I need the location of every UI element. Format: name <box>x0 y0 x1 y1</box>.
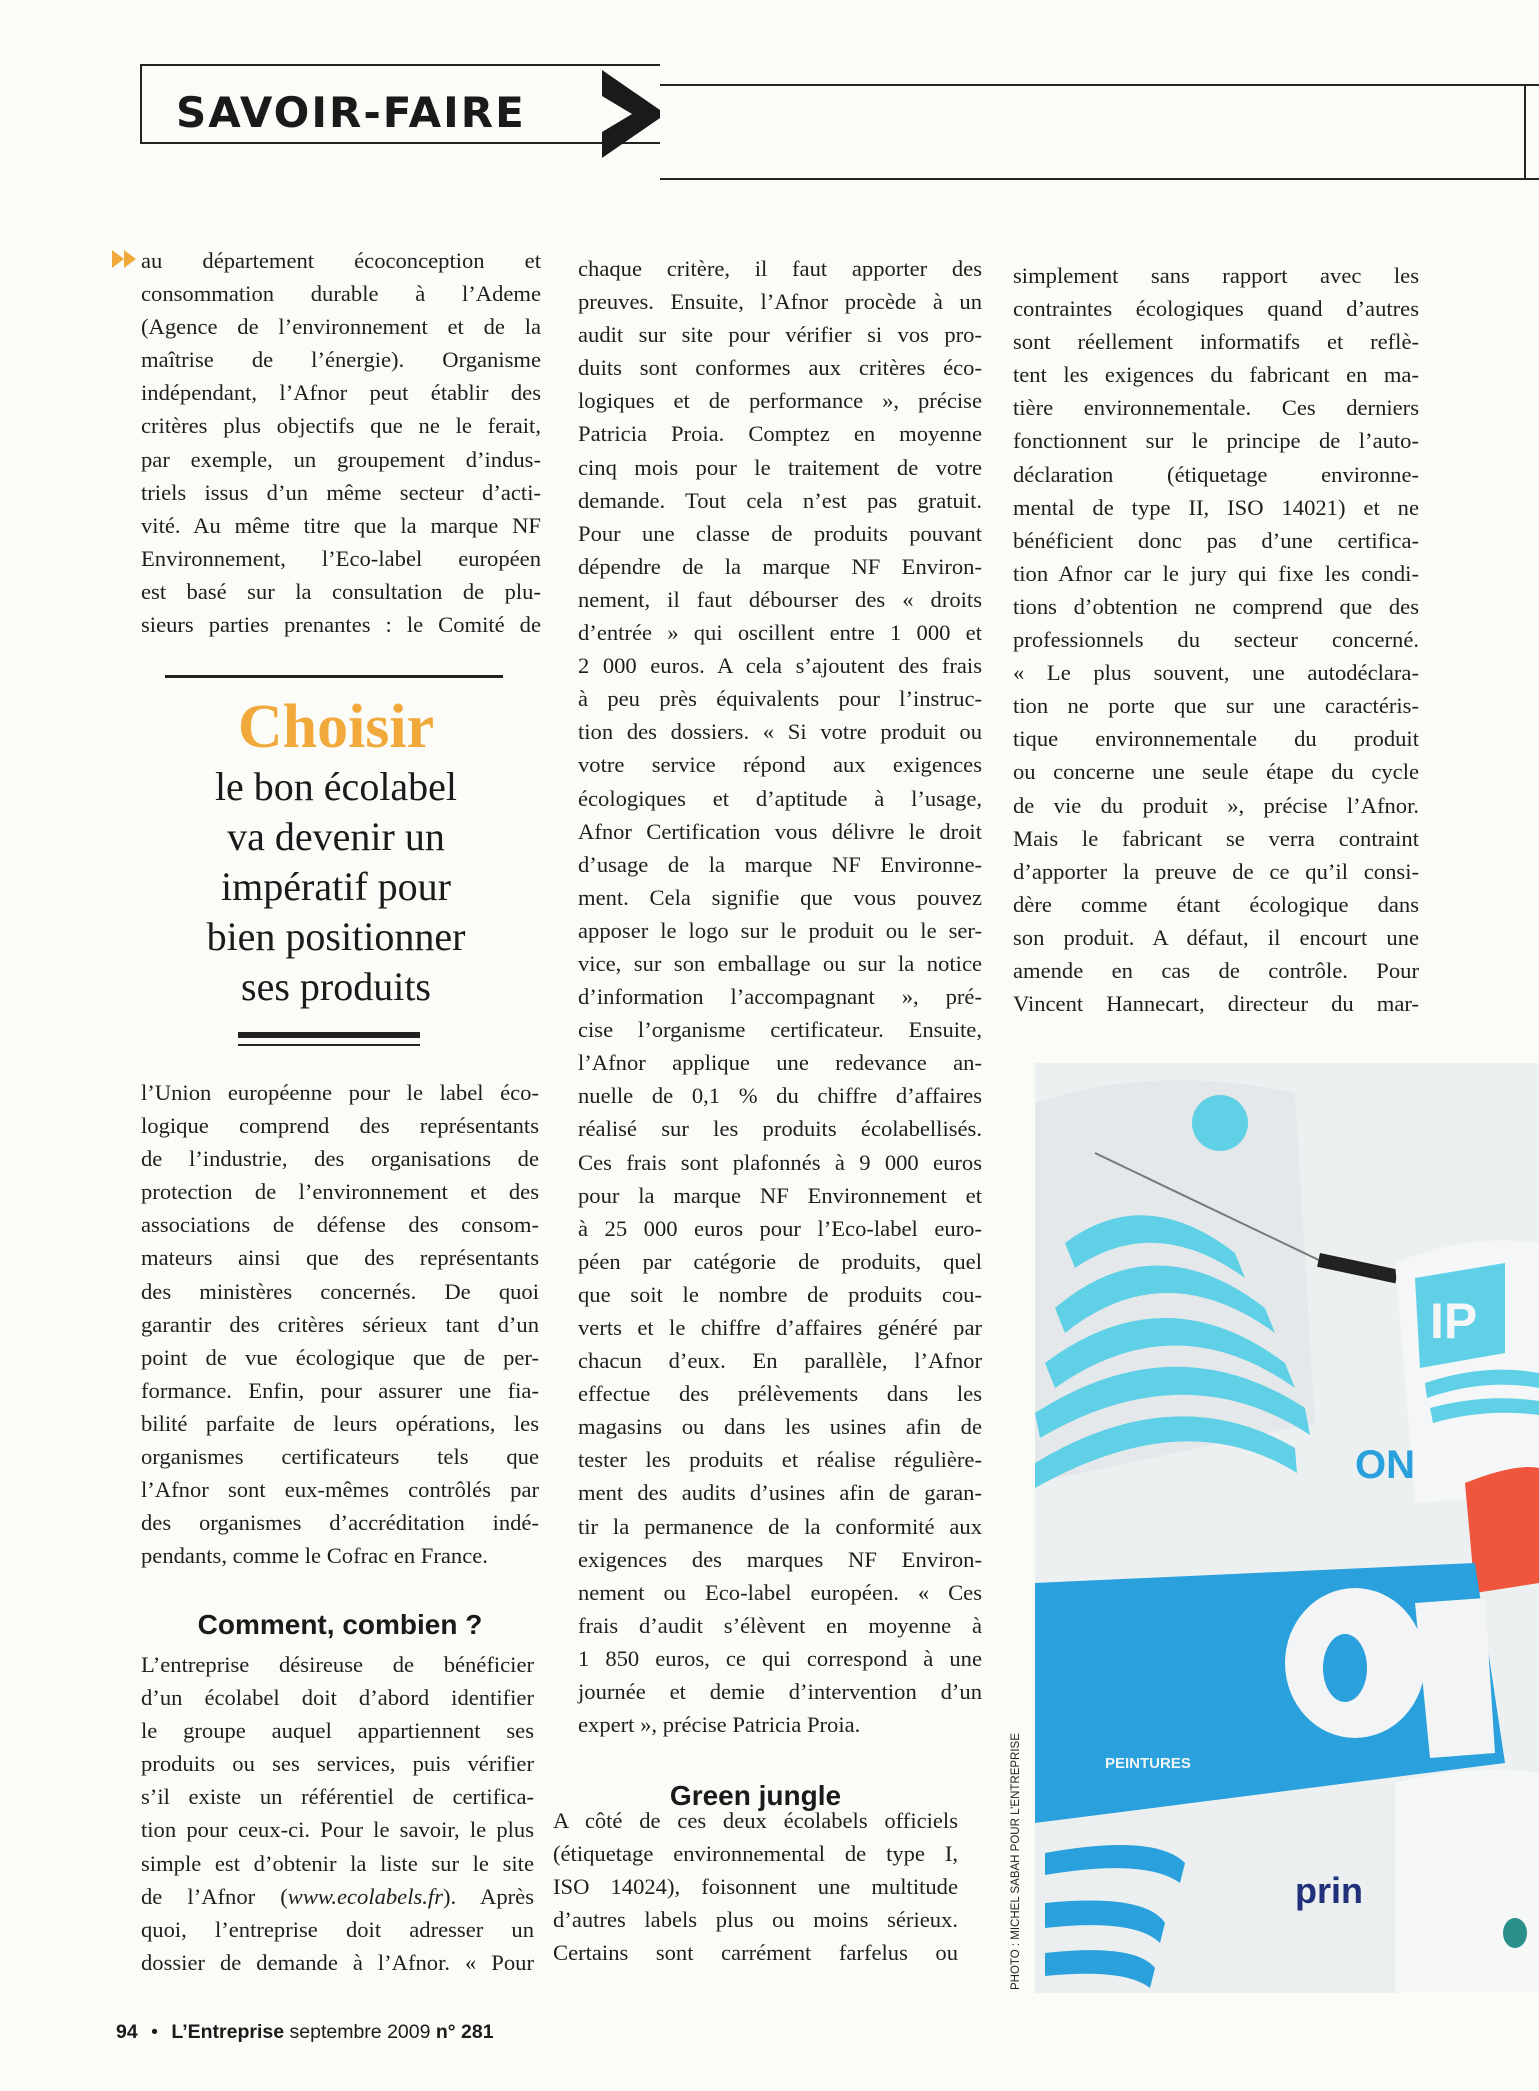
issue-date: septembre 2009 <box>289 2021 431 2043</box>
text-line: produits ou ses services, puis vérifier <box>141 1751 534 1777</box>
subhead-green-jungle: Green jungle <box>669 1780 842 1811</box>
text-line: à peu près équivalents pour l’instruc- <box>578 686 982 712</box>
text-line: critères plus objectifs que ne le ferait, <box>141 413 541 439</box>
text-line: sieurs parties prenantes : le Comité de <box>141 612 541 638</box>
text-line: logique comprend des représentants <box>141 1113 539 1139</box>
text-line: frais d’audit s’élèvent en moyenne à <box>578 1612 982 1638</box>
text-line: son produit. A défaut, il encourt une <box>1013 924 1419 950</box>
text-line: simple est d’obtenir la liste sur le site <box>141 1850 534 1876</box>
text-line: tion ne porte que sur une caractéris- <box>1013 693 1419 719</box>
text-line: d’un écolabel doit d’abord identifier <box>141 1685 534 1711</box>
text-line: verts et le chiffre d’affaires généré par <box>578 1315 982 1340</box>
pull-quote-bottom-thin-rule <box>238 1044 420 1046</box>
text-line: magasins ou dans les usines afin de <box>578 1414 982 1440</box>
rubric-right-rule <box>1524 84 1526 179</box>
text-line: votre service répond aux exigences <box>578 752 982 778</box>
text-line: mental de type II, ISO 14021) et ne <box>1013 494 1419 520</box>
column2-text <box>578 252 982 1741</box>
text-line: tir la permanence de la conformité aux <box>578 1513 982 1539</box>
text-line: le groupe auquel appartiennent ses <box>141 1718 534 1744</box>
text-line: s’il existe un référentiel de certifica- <box>141 1784 534 1810</box>
text-line: nement, il faut débourser des « droits <box>578 586 982 612</box>
text-line: bénéficient donc pas d’une certifica- <box>1013 527 1419 553</box>
text-line: exigences des marques NF Environ- <box>578 1546 982 1572</box>
text-line: Afnor Certification vous délivre le droit <box>578 818 982 844</box>
pull-quote-bottom-rule <box>238 1032 420 1038</box>
text-line: pour la marque NF Environnement et <box>578 1182 982 1208</box>
photo-credit: PHOTO : MICHEL SABAH POUR L’ENTREPRISE <box>1010 1733 1022 1990</box>
text-line: d’apporter la preuve de ce qu’il consi- <box>1013 858 1419 884</box>
column1-top-text <box>141 244 541 641</box>
text-line: point de vue écologique que de per- <box>141 1344 539 1370</box>
text-line: tester les produits et réalise régulière- <box>578 1447 982 1473</box>
text-line: organismes certificateurs tels que <box>141 1444 539 1470</box>
can-dot <box>1192 1095 1248 1151</box>
text-line: l’Afnor sont eux-mêmes contrôlés par <box>141 1477 539 1503</box>
pull-quote-line: impératif pour <box>221 864 451 909</box>
text-line: d’information l’accompagnant », pré- <box>578 984 982 1010</box>
text-line: chaque critère, il faut apporter des <box>578 256 982 281</box>
text-line: tion Afnor car le jury qui fixe les condi- <box>1013 560 1419 586</box>
text-line: sont réellement informatifs et reflè- <box>1013 329 1419 355</box>
text-line: tière environnementale. Ces derniers <box>1013 395 1419 421</box>
text-line: bilité parfaite de leurs opérations, les <box>141 1410 539 1436</box>
issue-number: 281 <box>461 2021 494 2043</box>
text-line: 2 000 euros. A cela s’ajoutent des frais <box>578 653 982 679</box>
issue-prefix: n° <box>435 2021 456 2043</box>
pull-quote-line: va devenir un <box>227 814 445 859</box>
text-line: des ministères concernés. De quoi <box>141 1278 539 1304</box>
text-line: audit sur site pour vérifier si vos pro- <box>578 322 982 348</box>
can-brand-prin: prin <box>1295 1870 1363 1911</box>
pull-quote-top-rule <box>165 675 503 678</box>
can-brand-ip: IP <box>1430 1293 1478 1349</box>
text-line: dère comme étant écologique dans <box>1013 891 1419 917</box>
rubric-top-rule <box>660 84 1539 86</box>
pull-quote-line: le bon écolabel <box>214 764 458 809</box>
can-brand-on-small: ON <box>1355 1443 1415 1487</box>
text-line: ment des audits d’usines afin de garan- <box>578 1480 982 1506</box>
page-number: 94 <box>116 2021 138 2043</box>
text-line: demande. Tout cela n’est pas gratuit. <box>578 487 982 513</box>
text-line: tion des dossiers. « Si votre produit ou <box>578 719 982 745</box>
page-footer <box>116 2021 494 2044</box>
text-line: garantir des critères sérieux tant d’un <box>141 1311 539 1337</box>
text-line: péen par catégorie de produits, quel <box>578 1248 982 1274</box>
text-line: quoi, l’entreprise doit adresser un <box>141 1916 534 1942</box>
text-line: tique environnementale du produit <box>1013 726 1419 752</box>
footer-bullet: • <box>151 2021 158 2043</box>
text-line: professionnels du secteur concerné. <box>1013 627 1419 653</box>
text-line: logiques et de performance », précise <box>578 388 982 414</box>
text-line: chacun d’eux. En parallèle, l’Afnor <box>578 1348 982 1374</box>
text-line: journée et demie d’intervention d’un <box>578 1679 982 1705</box>
text-line: contraintes écologiques quand d’autres <box>1013 296 1419 322</box>
text-line: ment. Cela signifie que vous pouvez <box>578 884 982 910</box>
text-line: de vie du produit », précise l’Afnor. <box>1013 792 1419 818</box>
text-line: associations de défense des consom- <box>141 1212 539 1238</box>
pull-quote-line: ses produits <box>241 964 431 1009</box>
text-line: dossier de demande à l’Afnor. « Pour <box>141 1949 534 1975</box>
text-line: tions d’obtention ne comprend que des <box>1013 593 1419 619</box>
can-label-peintures: PEINTURES <box>1105 1755 1191 1772</box>
text-line: 1 850 euros, ce qui correspond à une <box>578 1645 982 1671</box>
text-line: Patricia Proia. Comptez en moyenne <box>578 421 982 447</box>
text-line: vité. Au même titre que la marque NF <box>141 512 541 538</box>
text-line: Vincent Hannecart, directeur du mar- <box>1013 991 1419 1017</box>
link-suffix: ). Après <box>443 1883 534 1909</box>
text-line: Pour une classe de produits pouvant <box>578 520 982 546</box>
text-line: maîtrise de l’énergie). Organisme <box>141 347 541 373</box>
text-line: que soit le nombre de produits cou- <box>578 1281 982 1307</box>
text-line: au département écoconception et <box>141 248 541 273</box>
text-line: preuves. Ensuite, l’Afnor procède à un <box>578 289 982 315</box>
text-line: L’entreprise désireuse de bénéficier <box>141 1652 534 1677</box>
text-line: d’usage de la marque NF Environne- <box>578 851 982 877</box>
text-line: triels issus d’un même secteur d’acti- <box>141 479 541 505</box>
text-line-with-link <box>141 1880 534 1913</box>
text-line: à 25 000 euros pour l’Eco-label euro- <box>578 1215 982 1241</box>
text-line: apposer le logo sur le produit ou le ser- <box>578 917 982 943</box>
column3-text <box>1013 259 1419 1020</box>
text-line: est basé sur la consultation de plu- <box>141 578 541 604</box>
text-line: indépendant, l’Afnor peut établir des <box>141 380 541 406</box>
text-line: Mais le fabricant se verra contraint <box>1013 825 1419 851</box>
text-line: protection de l’environnement et des <box>141 1179 539 1205</box>
text-line: simplement sans rapport avec les <box>1013 263 1419 288</box>
text-line: nuelle de 0,1 % du chiffre d’affaires <box>578 1083 982 1109</box>
pull-quote-body <box>141 762 531 1012</box>
text-line: vice, sur son emballage ou sur la notice <box>578 950 982 976</box>
website-link[interactable]: www.ecolabels.fr <box>287 1883 444 1909</box>
text-line: Ces frais sont plafonnés à 9 000 euros <box>578 1149 982 1175</box>
text-line: d’entrée » qui oscillent entre 1 000 et <box>578 620 982 646</box>
text-line: Certains sont carrément farfelus ou <box>553 1940 958 1966</box>
text-line: l’Afnor applique une redevance an- <box>578 1050 982 1076</box>
rubric-title: SAVOIR-FAIRE <box>176 88 526 137</box>
text-line: réalisé sur les produits écolabellisés. <box>578 1116 982 1142</box>
text-line: dépendre de la marque NF Environ- <box>578 553 982 579</box>
text-line: formance. Enfin, pour assurer une fia- <box>141 1377 539 1403</box>
column2-bottom-text <box>553 1804 958 1969</box>
text-line: cise l’organisme certificateur. Ensuite, <box>578 1017 982 1043</box>
text-line: mateurs ainsi que des représentants <box>141 1245 539 1271</box>
text-line: l’Union européenne pour le label éco- <box>141 1080 539 1105</box>
text-line: amende en cas de contrôle. Pour <box>1013 957 1419 983</box>
text-line: cinq mois pour le traitement de votre <box>578 454 982 480</box>
text-line: des organismes d’accréditation indé- <box>141 1510 539 1536</box>
text-line: (étiquetage environnemental de type I, <box>553 1841 958 1867</box>
continuation-arrows-icon <box>112 250 138 268</box>
text-line: d’autres labels plus ou moins sérieux. <box>553 1907 958 1933</box>
text-line: de l’industrie, des organisations de <box>141 1146 539 1172</box>
text-line: A côté de ces deux écolabels officiels <box>553 1808 958 1833</box>
pull-quote-highlight: Choisir <box>237 693 435 761</box>
text-line: ou concerne une seule étape du cycle <box>1013 759 1419 785</box>
subhead-comment-combien: Comment, combien ? <box>197 1609 483 1640</box>
article-photo-paint-cans <box>1035 1063 1539 1993</box>
text-line: ISO 14024), foisonnent une multitude <box>553 1874 958 1900</box>
text-line: consommation durable à l’Ademe <box>141 281 541 307</box>
column1-bottom-text <box>141 1648 534 1979</box>
text-line: duits sont conformes aux critères éco- <box>578 355 982 381</box>
text-line: déclaration (étiquetage environne- <box>1013 461 1419 487</box>
magazine-name: L’Entreprise <box>171 2021 285 2043</box>
text-line: pendants, comme le Cofrac en France. <box>141 1543 488 1569</box>
text-line: tent les exigences du fabricant en ma- <box>1013 362 1419 388</box>
text-line: tion pour ceux-ci. Pour le savoir, le plus <box>141 1817 534 1843</box>
text-line: nement ou Eco-label européen. « Ces <box>578 1579 982 1605</box>
link-prefix: de l’Afnor ( <box>141 1883 288 1909</box>
rubric-arrow-icon <box>602 70 660 158</box>
text-line: fonctionnent sur le principe de l’auto- <box>1013 428 1419 454</box>
text-line: Environnement, l’Eco-label européen <box>141 545 541 571</box>
text-line: écologiques et d’aptitude à l’usage, <box>578 785 982 811</box>
paint-cans-illustration <box>1035 1063 1539 1993</box>
text-line: effectue des prélèvements dans les <box>578 1381 982 1407</box>
text-line: expert », précise Patricia Proia. <box>578 1712 861 1738</box>
text-line: « Le plus souvent, une autodéclara- <box>1013 660 1419 686</box>
text-line: (Agence de l’environnement et de la <box>141 314 541 340</box>
pull-quote-line: bien positionner <box>206 914 466 959</box>
rubric-bottom-rule <box>660 178 1539 180</box>
column1-middle-text <box>141 1076 539 1572</box>
text-line: par exemple, un groupement d’indus- <box>141 446 541 472</box>
